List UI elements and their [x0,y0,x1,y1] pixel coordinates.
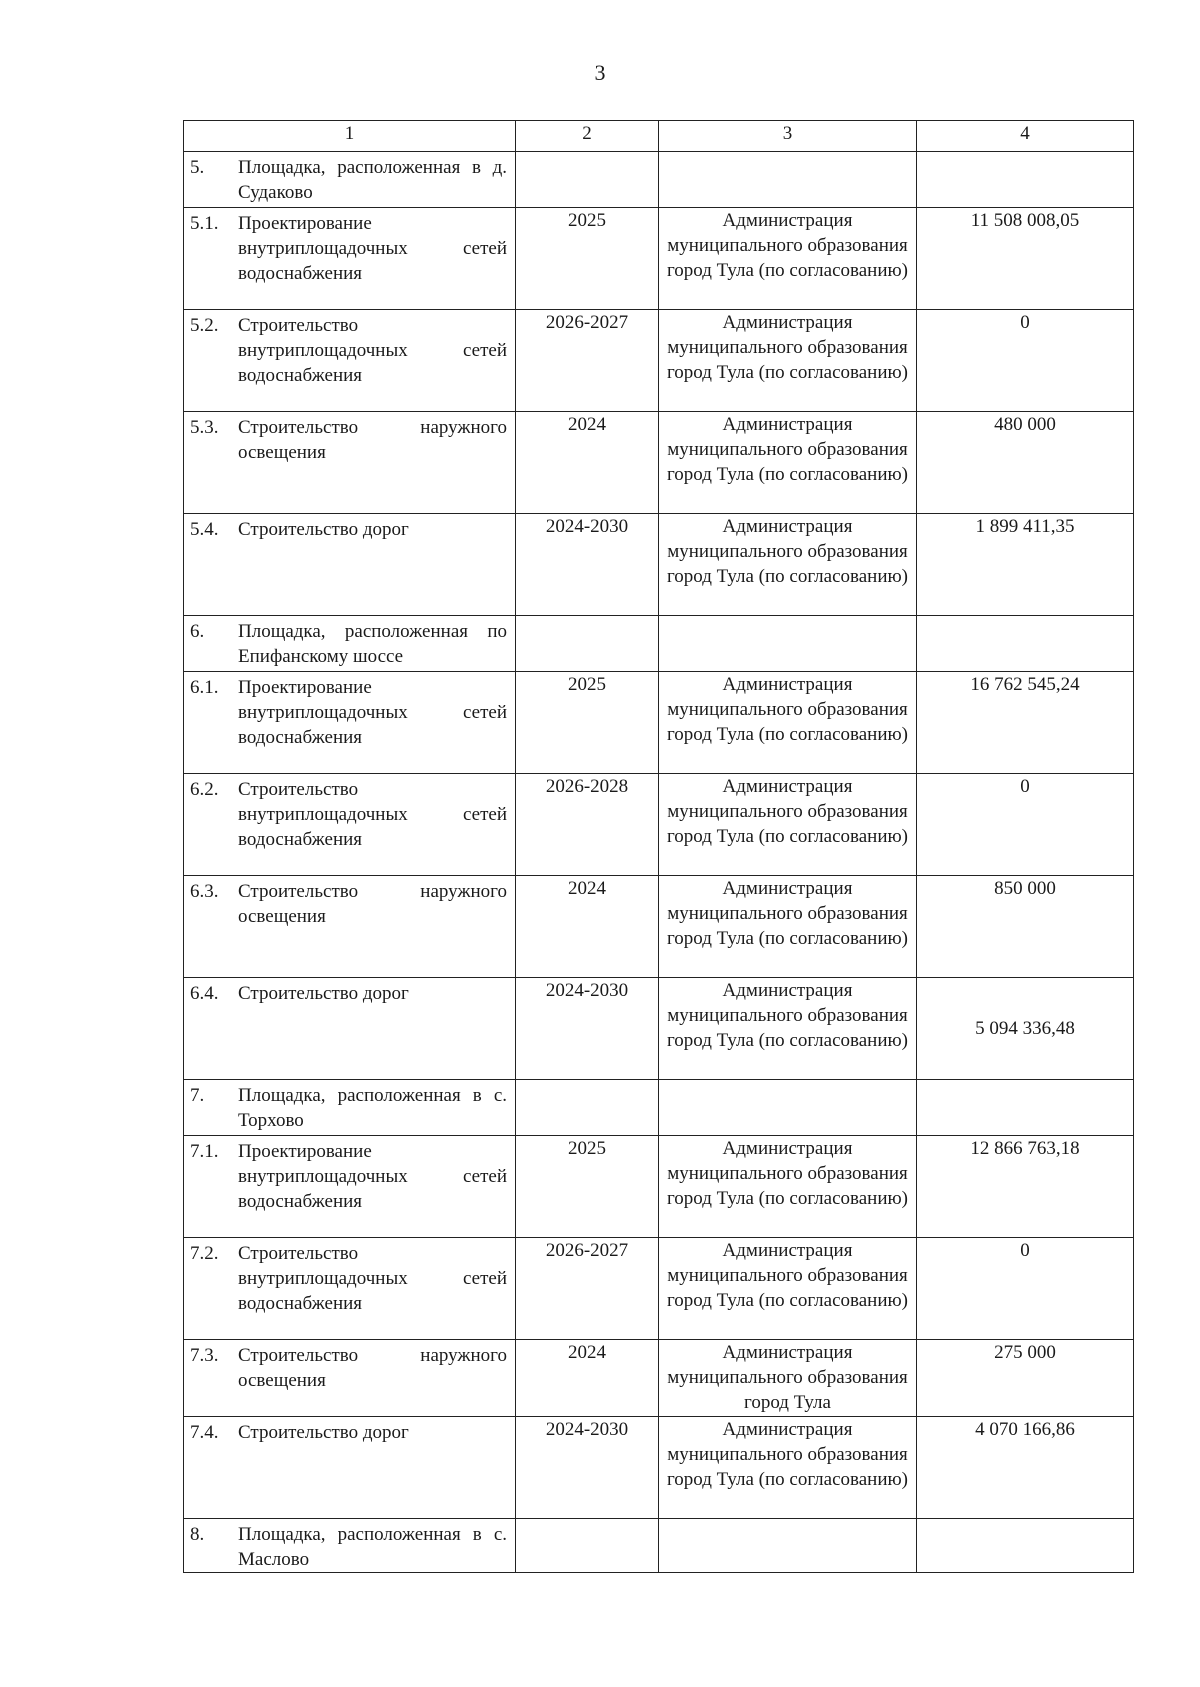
period-cell: 2024-2030 [516,514,659,616]
item-number: 7.3. [190,1345,219,1366]
item-number: 5.2. [190,315,219,336]
item-cell [184,1519,516,1573]
section-row [184,1080,1134,1136]
period-cell: 2026-2028 [516,774,659,876]
executor-cell: Администрация муниципального образования город Тула (по согласованию) [659,1417,917,1519]
item-number: 7.4. [190,1422,219,1443]
item-number: 5. [190,157,205,178]
item-cell [184,774,516,876]
executor-cell: Администрация муниципального образования город Тула (по согласованию) [659,412,917,514]
period-cell [516,1519,659,1573]
item-cell [184,310,516,412]
item-name: Строительство дорог [238,1422,409,1443]
measures-table [183,120,1134,1573]
page-number: 3 [594,60,606,85]
table-row [184,672,1134,774]
item-cell [184,1340,516,1417]
header-cell: 4 [917,121,1134,152]
table-row [184,310,1134,412]
executor-cell: Администрация муниципального образования город Тула (по согласованию) [659,208,917,310]
executor-cell: Администрация муниципального образования город Тула [659,1340,917,1417]
item-name: Проектирование внутриплощадочных сетей водоснабжения [238,1141,507,1212]
period-cell: 2025 [516,208,659,310]
item-cell [184,978,516,1080]
amount-cell [917,152,1134,208]
item-number: 6. [190,621,205,642]
executor-cell: Администрация муниципального образования город Тула (по согласованию) [659,774,917,876]
item-number: 5.3. [190,417,219,438]
period-cell [516,1080,659,1136]
item-cell [184,672,516,774]
table-row [184,208,1134,310]
item-cell [184,876,516,978]
table-row [184,876,1134,978]
item-name: Проектирование внутриплощадочных сетей водоснабжения [238,213,507,284]
executor-cell: Администрация муниципального образования город Тула (по согласованию) [659,978,917,1080]
item-name: Площадка, расположенная по Епифанскому шоссе [238,621,507,667]
item-name: Строительство наружного освещения [238,1345,507,1391]
executor-cell [659,1080,917,1136]
item-name: Площадка, расположенная в д. Судаково [238,157,507,203]
amount-cell: 4 070 166,86 [917,1417,1134,1519]
period-cell: 2026-2027 [516,1238,659,1340]
item-cell [184,1136,516,1238]
amount-cell: 0 [917,310,1134,412]
header-cell: 2 [516,121,659,152]
executor-cell: Администрация муниципального образования город Тула (по согласованию) [659,514,917,616]
table-row [184,978,1134,1080]
period-cell: 2026-2027 [516,310,659,412]
executor-cell [659,616,917,672]
table-row [184,1340,1134,1417]
amount-cell: 1 899 411,35 [917,514,1134,616]
table-row [184,1238,1134,1340]
item-cell [184,1080,516,1136]
item-cell [184,1417,516,1519]
amount-cell: 275 000 [917,1340,1134,1417]
amount-cell: 0 [917,774,1134,876]
amount-cell [917,1519,1134,1573]
item-name: Строительство внутриплощадочных сетей водоснабжения [238,1243,507,1314]
executor-cell [659,152,917,208]
item-cell [184,412,516,514]
item-name: Строительство дорог [238,983,409,1004]
period-cell: 2024 [516,412,659,514]
amount-cell [917,1080,1134,1136]
item-name: Строительство наружного освещения [238,881,507,927]
item-cell [184,514,516,616]
period-cell: 2025 [516,1136,659,1238]
item-name: Площадка, расположенная в с. Маслово [238,1524,507,1570]
executor-cell: Администрация муниципального образования город Тула (по согласованию) [659,1136,917,1238]
item-number: 5.4. [190,519,219,540]
table-row [184,514,1134,616]
item-number: 6.1. [190,677,219,698]
item-name: Строительство внутриплощадочных сетей водоснабжения [238,779,507,850]
executor-cell: Администрация муниципального образования город Тула (по согласованию) [659,310,917,412]
item-cell [184,208,516,310]
executor-cell: Администрация муниципального образования город Тула (по согласованию) [659,1238,917,1340]
executor-cell: Администрация муниципального образования город Тула (по согласованию) [659,672,917,774]
item-name: Площадка, расположенная в с. Торхово [238,1085,507,1131]
period-cell [516,616,659,672]
amount-cell: 480 000 [917,412,1134,514]
item-cell [184,152,516,208]
item-number: 7. [190,1085,205,1106]
item-name: Строительство внутриплощадочных сетей водоснабжения [238,315,507,386]
section-row [184,152,1134,208]
item-number: 7.1. [190,1141,219,1162]
amount-cell: 5 094 336,48 [917,978,1134,1080]
item-cell [184,616,516,672]
amount-cell [917,616,1134,672]
period-cell: 2024-2030 [516,1417,659,1519]
amount-cell: 12 866 763,18 [917,1136,1134,1238]
table-row [184,774,1134,876]
amount-cell: 16 762 545,24 [917,672,1134,774]
item-number: 6.3. [190,881,219,902]
table-row [184,1136,1134,1238]
section-row [184,1519,1134,1573]
table-header-row [184,121,1134,152]
item-number: 8. [190,1524,205,1545]
item-number: 6.4. [190,983,219,1004]
table-row [184,412,1134,514]
period-cell: 2025 [516,672,659,774]
period-cell: 2024-2030 [516,978,659,1080]
amount-cell: 11 508 008,05 [917,208,1134,310]
period-cell [516,152,659,208]
table-row [184,1417,1134,1519]
item-name: Строительство наружного освещения [238,417,507,463]
item-number: 6.2. [190,779,219,800]
item-cell [184,1238,516,1340]
item-name: Проектирование внутриплощадочных сетей водоснабжения [238,677,507,748]
item-name: Строительство дорог [238,519,409,540]
executor-cell: Администрация муниципального образования город Тула (по согласованию) [659,876,917,978]
item-number: 5.1. [190,213,219,234]
amount-cell: 850 000 [917,876,1134,978]
item-number: 7.2. [190,1243,219,1264]
header-cell: 1 [184,121,516,152]
amount-cell: 0 [917,1238,1134,1340]
section-row [184,616,1134,672]
period-cell: 2024 [516,1340,659,1417]
header-cell: 3 [659,121,917,152]
period-cell: 2024 [516,876,659,978]
executor-cell [659,1519,917,1573]
